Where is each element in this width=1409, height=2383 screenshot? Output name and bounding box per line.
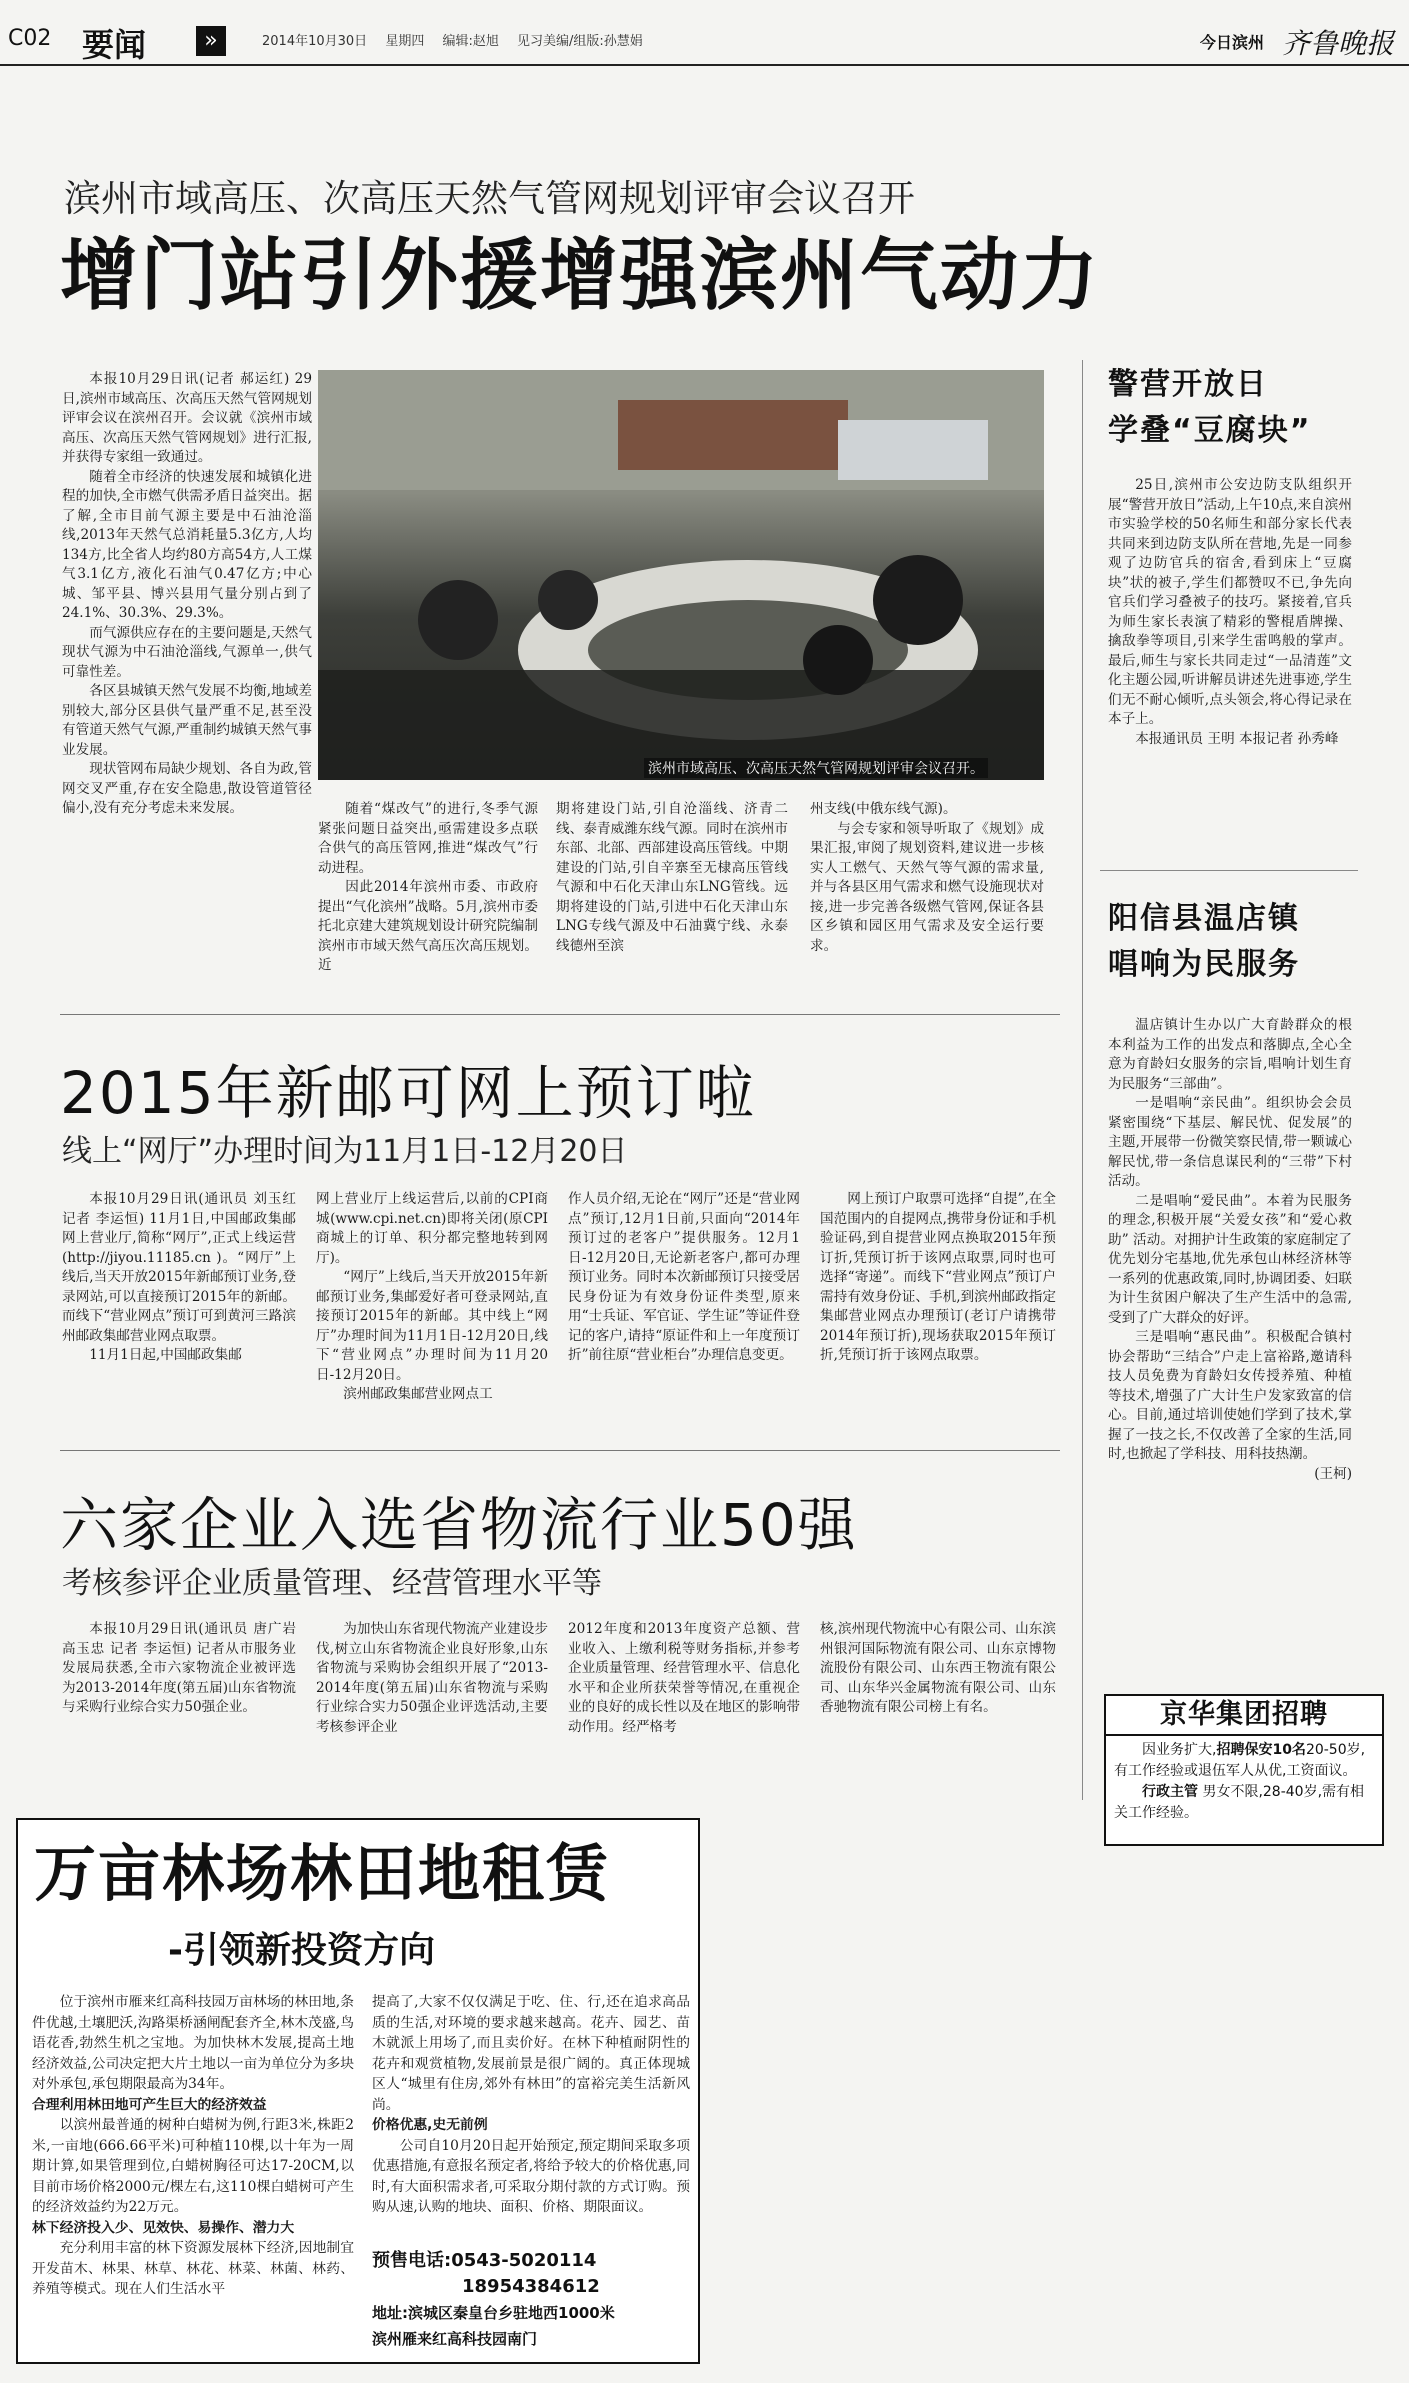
address-line-1: 滨城区秦皇台乡驻地西1000米 <box>408 2304 615 2322</box>
story1-col2: 随着“煤改气”的进行,冬季气源紧张问题日益突出,亟需建设多点联合供气的高压管网,推进“煤改气”行动进程。 因此2014年滨州市委、市政府提出“气化滨州”战略。5月,滨州市委托北京建大建筑规划设计研究院编制滨州市市域天然气高压次高压规划。近 <box>318 801 538 973</box>
story2-headline: 2015年新邮可网上预订啦 <box>60 1059 756 1127</box>
header-date: 2014年10月30日 <box>262 34 368 49</box>
story2-col3: 作人员介绍,无论在“网厅”还是“营业网点”预订,12月1日前,只面向“2014年预订过的老客户”提供服务。12月1日-12月20日,无论新老客户,都可办理预订业务。同时本次新邮预订只接受居民身份证为有效身份证件类型,原来用“士兵证、军官证、学生证”等证件登记的客户,请持“原证件和上一年度预订折”前往原“营业柜台”办理信息变更。 <box>568 1191 800 1363</box>
address-line-2: 滨州雁来红高科技园南门 <box>372 2330 538 2348</box>
story2-col4: 网上预订户取票可选择“自提”,在全国范围内的自提网点,携带身份证和手机验证码,到自提营业网点换取2015年预订折,凭预订折于该网点取票,同时也可选择“寄递”。而线下“营业网点”预订户需持有效身份证、手机,到滨州邮政指定集邮营业网点办理预订(老订户请携带2014年预订折),现场获取2015年预订折,凭预订折于该网点取票。 <box>820 1191 1056 1363</box>
story1-col1: 本报10月29日讯(记者 郝运红) 29日,滨州市域高压、次高压天然气管网规划评审会议在滨州召开。会议就《滨州市域高压、次高压天然气管网规划》进行汇报,并获得专家组一致通过。 随着全市经济的快速发展和城镇化进程的加快,全市燃气供需矛盾日益突出。据了解,全市目前气源主要是中石油沧淄线,2013年天然气总消耗量5.3亿方,人均134方,比全省人均约80方高54方,人工煤气3.1亿方,液化石油气0.47亿方;中心城、邹平县、博兴县用气量分别占到了24.1%、30.3%、29.3%。 而气源供应存在的主要问题是,天然气现状气源为中石油沧淄线,气源单一,供气可靠性差。 各区县城镇天然气发展不均衡,地域差别较大,部分区县供气量严重不足,甚至没有管道天然气气源,严重制约城镇天然气事业发展。 现状管网布局缺少规划、各自为政,管网交叉严重,存在安全隐患,散设管道管径偏小,没有充分考虑未来发展。 <box>62 371 312 816</box>
story1-headline: 增门站引外援增强滨州气动力 <box>60 231 1101 321</box>
story3-col2: 为加快山东省现代物流产业建设步伐,树立山东省物流企业良好形象,山东省物流与采购协会组织开展了“2013-2014年度(第五届)山东省物流与采购行业综合实力50强企业评选活动,主要考核参评企业 <box>316 1621 548 1735</box>
story2-subhead: 线上“网厅”办理时间为11月1日-12月20日 <box>62 1134 628 1169</box>
jinghua-ad-body: 因业务扩大,招聘保安10名20-50岁,有工作经验或退伍军人从优,工资面议。 行政主管 男女不限,28-40岁,需有相关工作经验。 <box>1114 1742 1366 1821</box>
side-divider <box>1100 870 1358 871</box>
forest-ad-title: 万亩林场林田地租赁 <box>34 1837 611 1910</box>
header-editor: 编辑:赵旭 <box>442 34 499 49</box>
masthead <box>0 0 1409 62</box>
forest-ad-col2: 提高了,大家不仅仅满足于吃、住、行,还在追求高品质的生活,对环境的要求越来越高。花卉、园艺、苗木就派上用场了,而且卖价好。在林下种植耐阴性的花卉和观赏植物,发展前景是很广阔的。真正体现城区人“城里有住房,郊外有林田”的富裕完美生活新风尚。 价格优惠,史无前例 公司自10月20日起开始预定,预定期间采取多项优惠措施,有意报名预定者,将给予较大的价格优惠,同时,有大面积需求者,可采取分期付款的方式订购。预购从速,认购的地块、面积、价格、期限面议。 <box>372 1994 690 2215</box>
forest-ad-contact: 预售电话:0543-5020114 18954384612 地址:滨城区秦皇台乡驻地西1000米 滨州雁来红高科技园南门 <box>372 2248 690 2352</box>
story2-col2: 网上营业厅上线运营后,以前的CPI商城(www.cpi.net.cn)即将关闭(原CPI商城上的订单、积分都完整地转到网厅)。 “网厅”上线后,当天开放2015年新邮预订业务,集邮爱好者可登录网站,直接预订2015年的新邮。其中线上“网厅”办理时间为11月1日-12月20日,线下“营业网点”办理时间为11月20日-12月20日。 滨州邮政集邮营业网点工 <box>316 1191 548 1402</box>
page-number: C02 <box>8 26 52 51</box>
main-sidebar-divider <box>1082 360 1083 1800</box>
side1-body: 25日,滨州市公安边防支队组织开展“警营开放日”活动,上午10点,来自滨州市实验学校的50名师生和部分家长代表共同来到边防支队所在营地,先是一同参观了边防官兵的宿舍,看到床上“豆腐块”状的被子,学生们都赞叹不已,争先向官兵们学习叠被子的技巧。紧接着,官兵为师生家长表演了精彩的警棍盾牌操、擒敌拳等项目,引来学生雷鸣般的掌声。最后,师生与家长共同走过“一品清莲”文化主题公园,听讲解员讲述先进事迹,学生们无不耐心倾听,点头领会,将心得记录在本子上。 本报通讯员 王明 本报记者 孙秀峰 <box>1108 477 1352 747</box>
story3-subhead: 考核参评企业质量管理、经营管理水平等 <box>62 1566 602 1601</box>
story3-col3: 2012年度和2013年度资产总额、营业收入、上缴利税等财务指标,并参考企业质量管理、经营管理水平、信息化水平和企业所获荣誉等情况,在重视企业的良好的成长性以及在地区的影响带动作用。经严格考 <box>568 1621 800 1735</box>
story3-col1: 本报10月29日讯(通讯员 唐广岩 高玉忠 记者 李运恒) 记者从市服务业发展局获悉,全市六家物流企业被评选为2013-2014年度(第五届)山东省物流与采购行业综合实力50强企业。 <box>62 1621 296 1715</box>
photo-caption: 滨州市域高压、次高压天然气管网规划评审会议召开。 <box>644 758 988 778</box>
section-arrow-icon: » <box>196 26 226 56</box>
header-design: 见习美编/组版:孙慧娟 <box>517 34 643 49</box>
forest-ad-subtitle: -引领新投资方向 <box>168 1930 435 1971</box>
section-name: 要闻 <box>82 26 147 64</box>
story1-col3: 期将建设门站,引自沧淄线、济青二线、泰青威潍东线气源。同时在滨州市东部、北部、西部建设高压管线。中期建设的门站,引自辛寨至无棣高压管线气源和中石化天津山东LNG管线。远期将建设的门站,引进中石化天津山东LNG专线气源及中石油冀宁线、永泰线德州至滨 <box>556 801 788 954</box>
story3-top-rule <box>60 1450 1060 1451</box>
jinghua-ad-title: 京华集团招聘 <box>1106 1696 1382 1736</box>
side2-body: 温店镇计生办以广大育龄群众的根本利益为工作的出发点和落脚点,全心全意为育龄妇女服务的宗旨,唱响计划生育为民服务“三部曲”。 一是唱响“亲民曲”。组织协会会员紧密围绕“下基层、解民忧、促发展”的主题,开展带一份微笑察民情,带一颗诚心解民忧,带一条信息谋民利的“三带”下村活动。 二是唱响“爱民曲”。本着为民服务的理念,积极开展“关爱女孩”和“爱心救助” 活动。对拥护计生政策的家庭制定了优先划分宅基地,优先承包山林经济林等一系列的优惠政策,同时,协调团委、妇联为计生贫困户解决了生产生活中的急需,受到了广大群众的好评。 三是唱响“惠民曲”。积极配合镇村协会帮助“三结合”户走上富裕路,邀请科技人员免费为育龄妇女传授养殖、种植等技术,增强了广大计生户发家致富的信心。目前,通过培训使她们学到了技术,掌握了一技之长,不仅改善了全家的生活,同时,也掀起了学科技、用科技热潮。 (王柯) <box>1108 1017 1352 1482</box>
meeting-photo <box>318 370 1044 780</box>
story2-col1: 本报10月29日讯(通讯员 刘玉红 记者 李运恒) 11月1日,中国邮政集邮网上营业厅,简称“网厅”,正式上线运营(http://jiyou.11185.cn )。“网厅”上线后,当天开放2015年新邮预订业务,登录网站,可以直接预订2015年的新邮。而线下“营业网点”预订可到黄河三路滨州邮政集邮营业网点取票。 11月1日起,中国邮政集邮 <box>62 1191 296 1363</box>
story1-kicker: 滨州市域高压、次高压天然气管网规划评审会议召开 <box>64 177 915 220</box>
forest-ad-col1: 位于滨州市雁来红高科技园万亩林场的林田地,条件优越,土壤肥沃,沟路渠桥涵闸配套齐全,林木茂盛,鸟语花香,勃然生机之宝地。为加快林木发展,提高土地经济效益,公司决定把大片土地以一亩为单位分为多块对外承包,承包期限最高为34年。 合理利用林田地可产生巨大的经济效益 以滨州最普通的树种白蜡树为例,行距3米,株距2米,一亩地(666.66平米)可种植110棵,以十年为一周期计算,如果管理到位,白蜡树胸径可达17-20CM,以目前市场价格2000元/棵左右,这110棵白蜡树可产生的经济效益约为22万元。 林下经济投入少、见效快、易操作、潜力大 充分利用丰富的林下资源发展林下经济,因地制宜开发苗木、林果、林草、林花、林菜、林菌、林药、养殖等模式。现在人们生活水平 <box>32 1994 354 2297</box>
header-weekday: 星期四 <box>385 34 425 49</box>
phone-number-1: 0543-5020114 <box>451 2250 597 2271</box>
story3-col4: 核,滨州现代物流中心有限公司、山东滨州银河国际物流有限公司、山东京博物流股份有限公司、山东西王物流有限公司、山东华兴金属物流有限公司、山东香驰物流有限公司榜上有名。 <box>820 1621 1056 1715</box>
paper-name: 今日滨州 <box>1200 33 1265 52</box>
story3-headline: 六家企业入选省物流行业50强 <box>60 1491 858 1559</box>
header-info <box>262 30 643 49</box>
phone-number-2: 18954384612 <box>462 2276 600 2297</box>
side1-title: 警营开放日 学叠“豆腐块” <box>1108 367 1312 448</box>
story2-top-rule <box>60 1014 1060 1015</box>
forest-ad <box>16 1818 700 2364</box>
header-rule <box>0 64 1409 66</box>
story1-col4: 州支线(中俄东线气源)。 与会专家和领导听取了《规划》成果汇报,审阅了规划资料,建议进一步核实人工燃气、天然气等气源的需求量,并与各县区用气需求和燃气设施现状对接,进一步完善各级燃气管网,保证各县区乡镇和园区用气需求及安全运行要求。 <box>810 801 1044 954</box>
brand-logo: 齐鲁晚报 <box>1282 27 1395 60</box>
jinghua-ad <box>1104 1694 1384 1846</box>
side2-title: 阳信县温店镇 唱响为民服务 <box>1108 901 1300 982</box>
meeting-photo-image <box>318 370 1044 780</box>
